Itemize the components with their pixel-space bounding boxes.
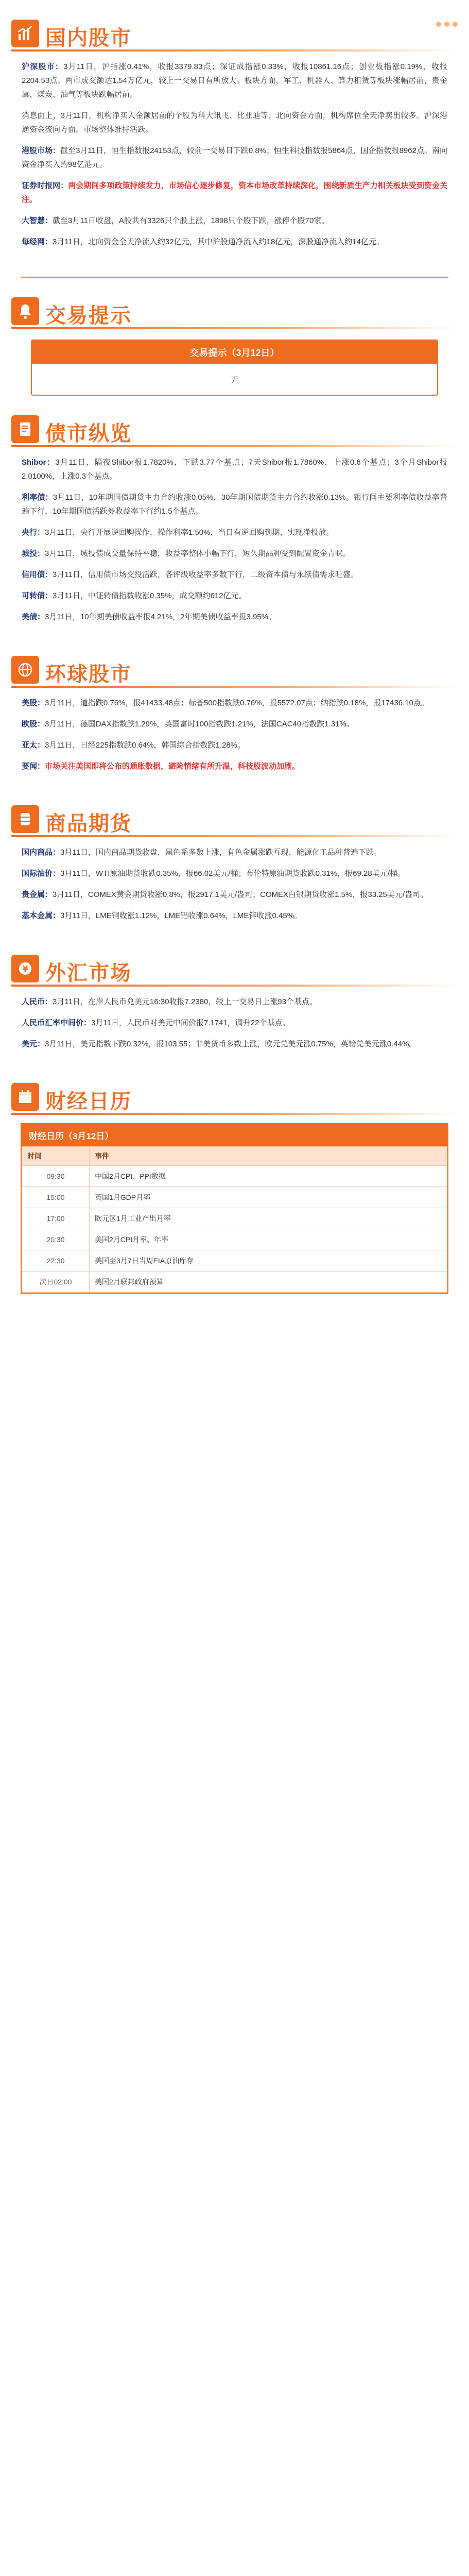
table-header-row	[22, 1147, 447, 1166]
paragraph: 贵金属：3月11日，COMEX黄金期货收涨0.8%，报2917.1美元/盎司；COMEX白银期货收涨1.5%，报33.25美元/盎司。	[22, 890, 428, 899]
table-row	[22, 1272, 447, 1293]
section-body-domestic	[0, 57, 469, 261]
section-title-fx: 外汇市场	[45, 962, 132, 985]
table-cell-time: 15:00	[22, 1187, 90, 1208]
paragraph: 利率债：3月11日，10年期国债期货主力合约收涨0.05%，30年期国债期货主力合约收涨0.13%。银行间主要利率债收益率普遍下行，10年期国债活跃券收益率下行约1.5个基点。	[22, 493, 447, 516]
paragraph: 国际油价：3月11日，WTI原油期货收跌0.35%，报66.02美元/桶；布伦特原油期货收跌0.31%，报69.28美元/桶。	[22, 869, 405, 878]
section-title-bonds: 债市纵览	[45, 422, 132, 445]
paragraph: 消息面上，3月11日，机构净买入金额居前的个股为科大讯飞、比亚迪等；北向资金方面，机构席位全天净卖出较多。沪深港通资金流向方面，市场整体维持活跃。	[22, 111, 447, 134]
table-cell-event: 英国1月GDP月率	[90, 1187, 447, 1208]
paragraph: 证券时报网：两会期间多项政策持续发力，市场信心逐步修复，资本市场改革持续深化，围绕新质生产力相关板块受到资金关注。	[22, 181, 447, 204]
section-header-domestic	[0, 10, 469, 57]
paragraph: 央行：3月11日，央行开展逆回购操作，操作利率1.50%，当日有逆回购到期，实现净投放。	[22, 528, 334, 537]
section-title-domestic: 国内股市	[45, 27, 132, 49]
bell-icon	[11, 297, 39, 325]
paragraph: 国内商品：3月11日，国内商品期货收盘，黑色系多数上涨，有色金属涨跌互现，能源化工品种普遍下跌。	[22, 848, 381, 857]
table-cell-time: 20:30	[22, 1229, 90, 1250]
section-header-global	[0, 647, 469, 693]
section-underline	[11, 327, 458, 329]
trade-tips-card-body: 无	[230, 376, 239, 385]
table-cell-event: 美国2月联邦政府预算	[90, 1272, 447, 1293]
section-body-fx	[0, 992, 469, 1063]
table-row	[22, 1250, 447, 1272]
barrel-icon	[11, 805, 39, 833]
chart-icon	[11, 20, 39, 47]
section-body-bonds	[0, 452, 469, 636]
section-underline	[11, 835, 458, 837]
section-header-fx	[0, 945, 469, 992]
paragraph: 人民币：3月11日，在岸人民币兑美元16:30收报7.2380，较上一交易日上涨93个基点。	[22, 997, 318, 1006]
section-underline	[11, 686, 458, 688]
section-body-global	[0, 693, 469, 786]
trade-tips-card-title: 交易提示（3月12日）	[32, 341, 437, 364]
paragraph: 欧股：3月11日，德国DAX指数跌1.29%，英国富时100指数跌1.21%，法国CAC40指数跌1.31%。	[22, 720, 354, 728]
section-underline	[11, 445, 458, 447]
paragraph: 亚太：3月11日，日经225指数跌0.64%，韩国综合指数跌1.28%。	[22, 741, 246, 750]
section-title-commodity: 商品期货	[45, 812, 132, 835]
table-cell-time: 09:30	[22, 1166, 90, 1187]
paragraph: 要闻：市场关注美国即将公布的通胀数据，避险情绪有所升温，科技股波动加剧。	[22, 762, 300, 771]
calendar-table-title: 财经日历（3月12日）	[22, 1124, 447, 1146]
svg-text:¥: ¥	[22, 964, 28, 974]
section-header-tips	[0, 288, 469, 334]
document-icon	[11, 415, 39, 443]
table-row	[22, 1187, 447, 1208]
paragraph: 大智慧：截至3月11日收盘，A股共有3326只个股上涨，1898只个股下跌，涨停个股70家。	[22, 216, 329, 225]
paragraph: 每经网：3月11日，北向资金全天净流入约32亿元，其中沪股通净流入约18亿元，深股通净流入约14亿元。	[22, 238, 384, 246]
section-underline	[11, 985, 458, 987]
paragraph: 基本金属：3月11日，LME铜收涨1.12%，LME铝收涨0.64%，LME锌收涨0.45%。	[22, 911, 302, 920]
section-header-calendar	[0, 1074, 469, 1120]
decoration-dots	[436, 22, 458, 27]
column-header: 时间	[22, 1147, 90, 1166]
paragraph: 人民币汇率中间价：3月11日，人民币对美元中间价报7.1741，调升22个基点。	[22, 1019, 290, 1027]
table-cell-event: 美国至3月7日当周EIA原油库存	[90, 1250, 447, 1272]
calendar-table-container	[21, 1123, 448, 1294]
table-row	[22, 1166, 447, 1187]
table-cell-time: 17:00	[22, 1208, 90, 1229]
divider	[21, 277, 448, 278]
paragraph: 可转债：3月11日，中证转债指数收涨0.35%，成交额约612亿元。	[22, 591, 247, 600]
section-underline	[11, 1113, 458, 1115]
section-underline	[11, 49, 458, 52]
table-row	[22, 1208, 447, 1229]
table-cell-time: 次日02:00	[22, 1272, 90, 1293]
paragraph: Shibor：3月11日，隔夜Shibor报1.7820%，下跌3.77个基点；7天Shibor报1.7860%，上涨0.6个基点；3个月Shibor报2.0100%，上涨0.3个基点。	[22, 458, 447, 481]
globe-icon	[11, 656, 39, 684]
section-body-commodity	[0, 842, 469, 935]
paragraph: 城投：3月11日，城投债成交量保持平稳，收益率整体小幅下行，短久期品种受到配置资金青睐。	[22, 549, 351, 558]
section-title-calendar: 财经日历	[45, 1090, 132, 1113]
paragraph: 沪深股市：3月11日，沪指涨0.41%，收报3379.83点；深证成指涨0.33%，收报10861.16点；创业板指涨0.19%，收报2204.53点。两市成交额达1.54万亿元，较上一交易日有所放大。板块方面，军工、机器人、算力租赁等板块涨幅居前，贵金属、煤炭、油气等板块跌幅居前。	[22, 62, 447, 99]
table-cell-event: 美国2月CPI月率、年率	[90, 1229, 447, 1250]
section-title-tips: 交易提示	[45, 304, 132, 327]
column-header: 事件	[90, 1147, 447, 1166]
calendar-icon	[11, 1083, 39, 1111]
table-row	[22, 1229, 447, 1250]
paragraph: 美债：3月11日，10年期美债收益率报4.21%，2年期美债收益率报3.95%。	[22, 613, 276, 621]
footer-spacer	[0, 1325, 469, 1340]
table-cell-event: 中国2月CPI、PPI数据	[90, 1166, 447, 1187]
paragraph: 美股：3月11日，道指跌0.76%，报41433.48点；标普500指数跌0.76%，报5572.07点；纳指跌0.18%，报17436.10点。	[22, 699, 429, 707]
currency-icon	[11, 955, 39, 982]
paragraph: 美元：3月11日，美元指数下跌0.32%，报103.55；非美货币多数上涨，欧元兑美元涨0.75%，英镑兑美元涨0.44%。	[22, 1040, 417, 1048]
section-header-bonds	[0, 406, 469, 452]
paragraph: 信用债：3月11日，信用债市场交投活跃，各评级收益率多数下行，二级资本债与永续债需求旺盛。	[22, 570, 358, 579]
section-header-commodity	[0, 796, 469, 842]
section-title-global: 环球股市	[45, 663, 132, 686]
paragraph: 港股市场：截至3月11日，恒生指数报24153点，较前一交易日下跌0.8%；恒生科技指数报5864点，国企指数报8962点。南向资金净买入约98亿港元。	[22, 146, 447, 169]
table-cell-event: 欧元区1月工业产出月率	[90, 1208, 447, 1229]
trade-tips-card	[31, 340, 438, 396]
table-cell-time: 22:30	[22, 1250, 90, 1272]
calendar-table	[22, 1146, 447, 1293]
